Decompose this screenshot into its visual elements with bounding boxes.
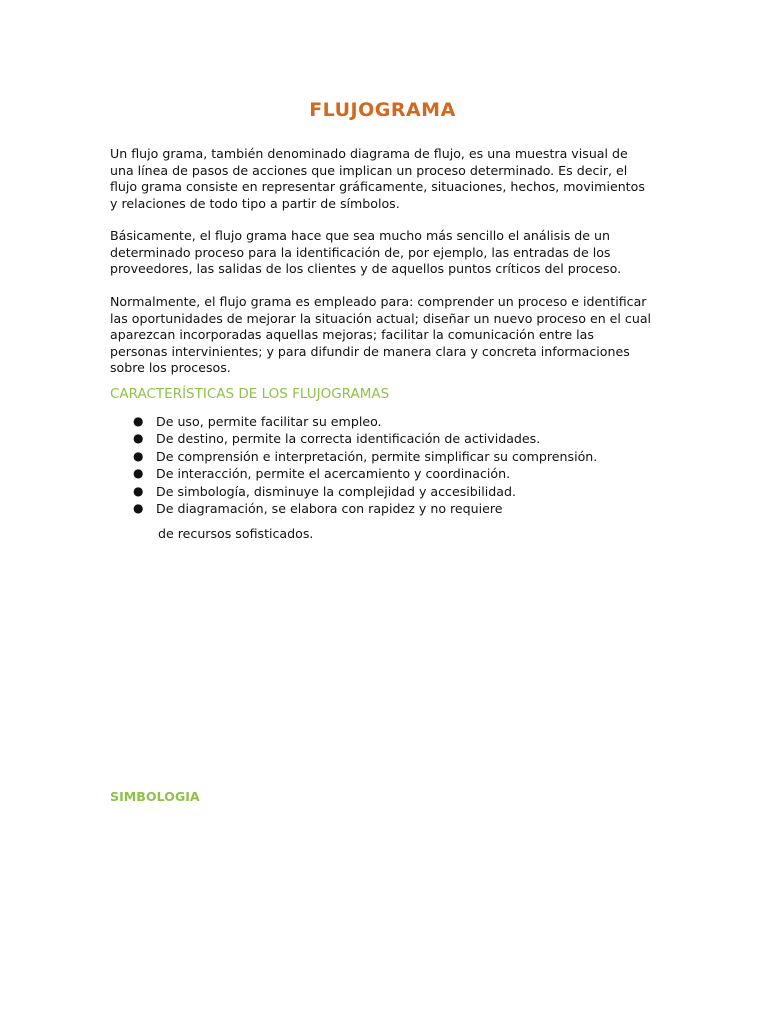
list-item-continuation: de recursos sofisticados. [158, 526, 314, 541]
list-item [110, 483, 655, 500]
bullet-icon: ● [133, 431, 144, 446]
list-item-text: De destino, permite la correcta identificación de actividades. [156, 431, 541, 447]
section-heading-characteristics: CARACTERÍSTICAS DE LOS FLUJOGRAMAS [110, 386, 390, 402]
paragraph-analysis: Básicamente, el flujo grama hace que sea mucho más sencillo el análisis de un determinado proceso para la identificación de, por ejemplo, las entradas de los proveedores, las salidas de los clientes y de aquellos puntos críticos del proceso. [110, 228, 622, 277]
bullet-icon: ● [133, 448, 144, 463]
list-item-text: De comprensión e interpretación, permite simplificar su comprensión. [156, 448, 598, 464]
list-item [110, 430, 655, 447]
paragraph-definition: Un flujo grama, también denominado diagrama de flujo, es una muestra visual de una línea de pasos de acciones que implican un proceso determinado. Es decir, el flujo grama consiste en representar gráficamente, situaciones, hechos, movimientos y relaciones de todo tipo a partir de símbolos. [110, 146, 645, 211]
list-item [110, 465, 655, 482]
bullet-icon: ● [133, 500, 144, 515]
subheading-simbologia: SIMBOLOGIA [110, 789, 200, 804]
characteristics-list [110, 413, 655, 517]
list-item-text: De uso, permite facilitar su empleo. [156, 414, 382, 429]
bullet-icon: ● [133, 483, 144, 498]
list-item [110, 413, 655, 430]
bullet-icon: ● [133, 466, 144, 481]
list-item-text: De simbología, disminuye la complejidad y accesibilidad. [156, 483, 516, 499]
list-item-text: De diagramación, se elabora con rapidez y no requiere [156, 500, 503, 516]
list-item [110, 448, 655, 465]
list-item [110, 500, 655, 517]
document-title: FLUJOGRAMA [309, 98, 456, 121]
bullet-icon: ● [133, 414, 144, 428]
list-item-text: De interacción, permite el acercamiento y coordinación. [156, 466, 511, 482]
paragraph-uses: Normalmente, el flujo grama es empleado para: comprender un proceso e identificar las oportunidades de mejorar la situación actual; diseñar un nuevo proceso en el cual aparezcan incorporadas aquellas mejoras; facilitar la comunicación entre las personas intervinientes; y para difundir de manera clara y concreta informaciones sobre los procesos. [110, 294, 652, 376]
